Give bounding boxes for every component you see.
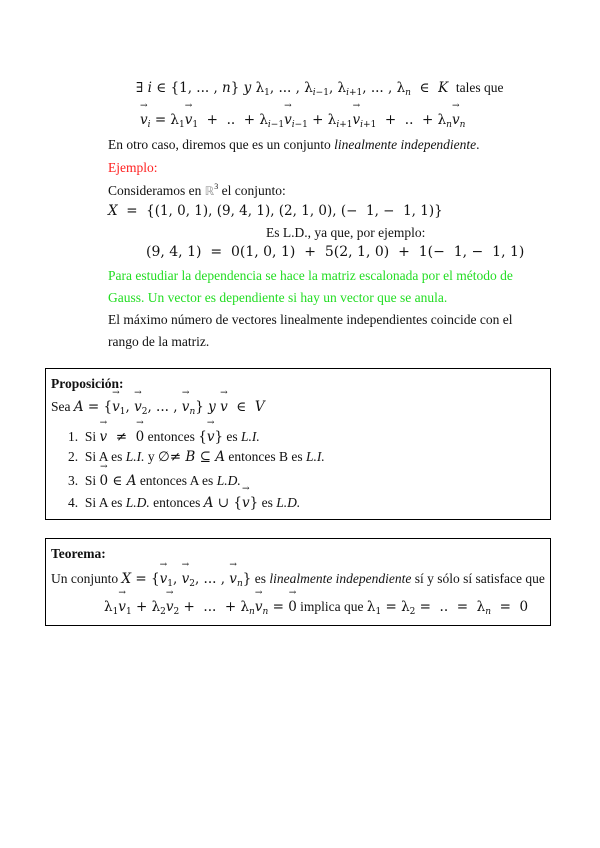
ld-line: Es L.D., ya que, por ejemplo: xyxy=(266,225,426,240)
proposition-item-3: 3. Si → 0 ∈ A entonces A es L.D. xyxy=(68,473,241,489)
set-definition: X = {(1, 0, 1), (9, 4, 1), (2, 1, 0), (− 1, − 1, 1)} xyxy=(108,203,443,219)
proposition-item-2: 2. Si A es L.I. y ∅≠ B ⊆ A entonces B es L.I. xyxy=(68,449,325,465)
other-case-text: En otro caso, diremos que es un conjunto linealmente independiente. xyxy=(108,137,480,152)
theorem-title: Teorema: xyxy=(51,546,106,561)
example-heading: Ejemplo: xyxy=(108,160,158,175)
exists-line: ∃ i ∈ {1, ... , n} y $\lambda_1$, ... , $\lambda_{i-1}$, $\lambda_{i+1}$, ... , $\lambda_n$ ∈ K tales que xyxy=(136,80,504,98)
green-note-line2: Gauss. Un vector es dependiente si hay un vector que se anula. xyxy=(108,290,448,305)
consider-line: Consideramos en ℝ$^3$ el conjunto: xyxy=(108,182,286,198)
dependence-equation: → $v_i = \lambda_1\to v_1$ + .. + $\lambda_{i-1}\to v_{i-1} + \lambda_{i+1}\to v_{i+1}$ + .. + $\lambda_n\to v_n$ xyxy=(140,112,465,128)
combination-equation: (9, 4, 1) = 0(1, 0, 1) + 5(2, 1, 0) + 1(− 1, − 1, 1) xyxy=(146,244,525,260)
max-rank-line1: El máximo número de vectores linealmente independientes coincide con el xyxy=(108,312,513,327)
proposition-title: Proposición: xyxy=(51,376,124,391)
max-rank-line2: rango de la matriz. xyxy=(108,334,210,349)
theorem-equation: $\lambda_1\to v_1 + \lambda_2\to v_2$ + ... + $\lambda_n\to v_n$ = → 0 implica que $\lambda_1 = \lambda_2$ = .. = $\lambda_n = 0$ xyxy=(104,599,528,615)
proposition-item-1: 1. Si → v ≠ → 0 entonces {→ v} es L.I. xyxy=(68,429,260,445)
theorem-box xyxy=(45,538,551,626)
proposition-box xyxy=(45,368,551,520)
proposition-intro: Sea A = {→ $v_1$, → $v_2$, ... , → $v_n$} y → v ∈ V xyxy=(51,399,265,415)
theorem-statement: Un conjunto X = {→ $v_1$, → $v_2$, ... , → $v_n$} es linealmente independiente sí y sólo sí satisface que xyxy=(51,571,545,587)
green-note-line1: Para estudiar la dependencia se hace la matriz escalonada por el método de xyxy=(108,268,513,283)
proposition-item-4: 4. Si A es L.D. entonces A ∪ {→ v} es L.D. xyxy=(68,495,300,511)
